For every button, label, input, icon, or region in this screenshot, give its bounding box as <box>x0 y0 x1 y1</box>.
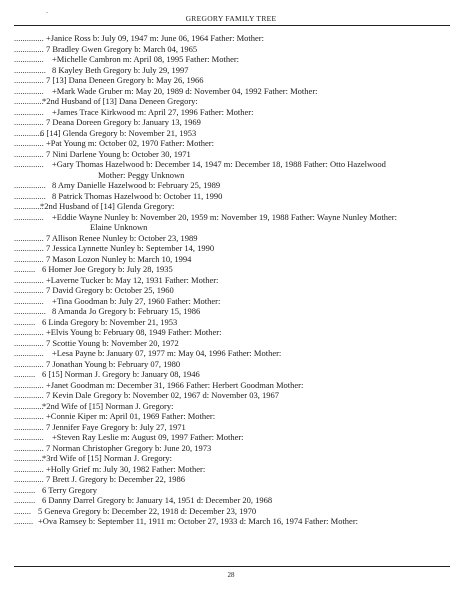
leader-dots: ......... <box>14 516 34 526</box>
leader-dots: .......... <box>14 495 36 505</box>
leader-dots: .............. <box>14 127 44 138</box>
entry-text: 7 Allison Renee Nunley b: October 23, 1989 <box>46 232 198 243</box>
leader-dots: .............. <box>14 33 44 43</box>
entry-text: *2nd Wife of [15] Norman J. Gregory: <box>42 400 174 411</box>
entry-text: 6 Terry Gregory <box>42 484 97 495</box>
list-item <box>14 117 454 128</box>
list-item <box>14 317 454 328</box>
list-item <box>14 75 454 86</box>
entry-text: 8 Patrick Thomas Hazelwood b: October 11, 1990 <box>52 190 223 201</box>
list-item <box>14 128 454 139</box>
entry-text: 7 Brett J. Gregory b: December 22, 1986 <box>46 474 186 484</box>
entry-text: +Mark Wade Gruber m: May 20, 1989 d: November 04, 1992 Father: Mother: <box>52 85 318 96</box>
list-item <box>14 159 454 170</box>
list-item <box>14 495 454 506</box>
leader-dots: .............. <box>14 474 44 484</box>
leader-dots: .............. <box>14 274 44 285</box>
leader-dots: .............. <box>14 411 44 421</box>
leader-dots: .............. <box>14 463 44 474</box>
leader-dots: .............. <box>14 358 44 369</box>
entry-text: +Lesa Payne b: January 07, 1977 m: May 04, 1996 Father: Mother: <box>52 348 282 358</box>
entry-text: 7 Nini Darlene Young b: October 30, 1971 <box>46 148 191 159</box>
entry-text: +Eddie Wayne Nunley b: November 20, 1959 m: November 19, 1988 Father: Wayne Nunley Mother: <box>52 211 397 222</box>
leader-dots: .............. <box>14 201 44 211</box>
entry-text: +Tina Goodman b: July 27, 1960 Father: Mother: <box>52 295 221 306</box>
entry-text: *2nd Husband of [14] Glenda Gregory: <box>40 201 175 211</box>
leader-dots: .............. <box>14 43 44 54</box>
entry-text: 7 Jessica Lynnette Nunley b: September 14, 1990 <box>46 243 215 253</box>
footer-rule <box>14 566 450 567</box>
leader-dots: .............. <box>14 432 44 442</box>
leader-dots: .............. <box>14 54 44 64</box>
entry-text: 7 Scottie Young b: November 20, 1972 <box>46 337 179 348</box>
list-item <box>14 138 454 149</box>
list-item <box>14 212 454 223</box>
leader-dots: .......... <box>14 316 36 327</box>
list-item <box>14 359 454 370</box>
list-item <box>14 474 454 485</box>
entry-text: +Michelle Cambron m: April 08, 1995 Father: Mother: <box>52 54 240 64</box>
entry-text: +Ova Ramsey b: September 11, 1911 m: October 27, 1933 d: March 16, 1974 Father: Mother: <box>38 516 359 526</box>
entry-text: 7 David Gregory b: October 25, 1960 <box>46 285 174 295</box>
list-item <box>14 443 454 454</box>
leader-dots: .............. <box>14 75 44 85</box>
list-item <box>14 432 454 443</box>
leader-dots: .............. <box>14 295 44 306</box>
leader-dots: .............. <box>14 148 44 159</box>
entry-text: +Holly Grief m: July 30, 1982 Father: Mother: <box>46 463 206 474</box>
leader-dots: .......... <box>14 369 36 379</box>
list-item-continuation <box>14 222 454 233</box>
page-title: GREGORY FAMILY TREE <box>185 14 277 23</box>
entry-text: Mother: Peggy Unknown <box>98 169 185 180</box>
list-item <box>14 149 454 160</box>
list-item <box>14 243 454 254</box>
entry-text: 6 [14] Glenda Gregory b: November 21, 1953 <box>40 127 197 138</box>
entry-text: 7 [13] Dana Deneen Gregory b: May 26, 1966 <box>46 75 204 85</box>
entry-text: +Janet Goodman m: December 31, 1966 Father: Herbert Goodman Mother: <box>46 379 304 390</box>
list-item <box>14 86 454 97</box>
leader-dots: .............. <box>14 421 44 432</box>
leader-dots: .............. <box>14 96 44 106</box>
list-item <box>14 516 454 527</box>
leader-dots: .............. <box>14 390 44 400</box>
list-item <box>14 453 454 464</box>
list-item <box>14 348 454 359</box>
entry-text: 6 Linda Gregory b: November 21, 1953 <box>42 316 178 327</box>
list-item <box>14 254 454 265</box>
leader-dots: .............. <box>14 232 44 243</box>
leader-dots: ........ <box>14 505 31 516</box>
entry-text: 7 Mason Lozon Nunley b: March 10, 1994 <box>46 253 192 264</box>
entry-text: Elaine Unknown <box>90 222 148 232</box>
entry-text: 7 Jonathan Young b: February 07, 1980 <box>46 358 181 369</box>
list-item <box>14 296 454 307</box>
list-item <box>14 422 454 433</box>
entry-text: 7 Kevin Dale Gregory b: November 02, 1967 d: November 03, 1967 <box>46 390 279 400</box>
entry-text: +Connie Kiper m: April 01, 1969 Father: Mother: <box>46 411 216 421</box>
entry-text: 6 [15] Norman J. Gregory b: January 08, 1946 <box>42 369 200 379</box>
entry-text: 6 Danny Darrel Gregory b: January 14, 1951 d: December 20, 1968 <box>42 495 273 505</box>
list-item <box>14 201 454 212</box>
leader-dots: .......... <box>14 264 36 274</box>
leader-dots: .............. <box>14 243 44 253</box>
leader-dots: .............. <box>14 159 44 169</box>
entry-text: +James Trace Kirkwood m: April 27, 1996 Father: Mother: <box>52 106 254 117</box>
leader-dots: .............. <box>14 327 44 337</box>
list-item <box>14 264 454 275</box>
list-item <box>14 411 454 422</box>
list-item <box>14 96 454 107</box>
list-item <box>14 506 454 517</box>
entry-text: 7 Deana Doreen Gregory b: January 13, 1969 <box>46 117 201 127</box>
list-item <box>14 33 454 44</box>
list-item <box>14 233 454 244</box>
header-rule <box>14 25 450 26</box>
leader-dots: .............. <box>14 106 44 117</box>
list-item <box>14 285 454 296</box>
list-item-continuation <box>14 170 454 181</box>
list-item <box>14 44 454 55</box>
descendant-list <box>14 33 454 527</box>
leader-dots: ............... <box>14 190 46 201</box>
entry-text: +Steven Ray Leslie m: August 09, 1997 Father: Mother: <box>52 432 244 442</box>
leader-dots: ............... <box>14 64 46 75</box>
entry-text: *2nd Husband of [13] Dana Deneen Gregory: <box>42 96 198 106</box>
list-item <box>14 107 454 118</box>
leader-dots: .............. <box>14 85 44 96</box>
leader-dots: .............. <box>14 253 44 264</box>
entry-text: 7 Norman Christopher Gregory b: June 20, 1973 <box>46 442 212 453</box>
header-mark: - <box>46 8 49 16</box>
leader-dots: .............. <box>14 117 44 127</box>
list-item <box>14 390 454 401</box>
list-item <box>14 464 454 475</box>
entry-text: +Laverne Tucker b: May 12, 1931 Father: Mother: <box>46 274 219 285</box>
leader-dots: .............. <box>14 400 44 411</box>
entry-text: 8 Amanda Jo Gregory b: February 15, 1986 <box>52 306 201 316</box>
leader-dots: .......... <box>14 484 36 495</box>
list-item <box>14 306 454 317</box>
list-item <box>14 401 454 412</box>
leader-dots: ............... <box>14 180 46 190</box>
leader-dots: .............. <box>14 453 44 463</box>
entry-text: +Gary Thomas Hazelwood b: December 14, 1947 m: December 18, 1988 Father: Otto Hazelwood <box>52 159 386 169</box>
leader-dots: .............. <box>14 348 44 358</box>
list-item <box>14 191 454 202</box>
entry-text: 8 Kayley Beth Gregory b: July 29, 1997 <box>52 64 189 75</box>
entry-text: *3rd Wife of [15] Norman J. Gregory: <box>42 453 173 463</box>
list-item <box>14 54 454 65</box>
list-item <box>14 485 454 496</box>
entry-text: 6 Homer Joe Gregory b: July 28, 1935 <box>42 264 173 274</box>
leader-dots: .............. <box>14 138 44 148</box>
list-item <box>14 327 454 338</box>
entry-text: 7 Jennifer Faye Gregory b: July 27, 1971 <box>46 421 186 432</box>
list-item <box>14 338 454 349</box>
leader-dots: .............. <box>14 211 44 222</box>
leader-dots: .............. <box>14 442 44 453</box>
list-item <box>14 369 454 380</box>
leader-dots: .............. <box>14 379 44 390</box>
entry-text: +Pat Young m: October 02, 1970 Father: Mother: <box>46 138 214 148</box>
leader-dots: ............... <box>14 306 46 316</box>
list-item <box>14 275 454 286</box>
entry-text: 8 Amy Danielle Hazelwood b: February 25, 1989 <box>52 180 221 190</box>
leader-dots: .............. <box>14 285 44 295</box>
entry-text: 7 Bradley Gwen Gregory b: March 04, 1965 <box>46 43 198 54</box>
leader-dots: .............. <box>14 337 44 348</box>
entry-text: +Elvis Young b: February 08, 1949 Father: Mother: <box>46 327 222 337</box>
entry-text: 5 Geneva Gregory b: December 22, 1918 d: December 23, 1970 <box>38 505 257 516</box>
list-item <box>14 380 454 391</box>
entry-text: +Janice Ross b: July 09, 1947 m: June 06, 1964 Father: Mother: <box>46 33 264 43</box>
list-item <box>14 180 454 191</box>
page-number: 28 <box>227 571 235 579</box>
list-item <box>14 65 454 76</box>
